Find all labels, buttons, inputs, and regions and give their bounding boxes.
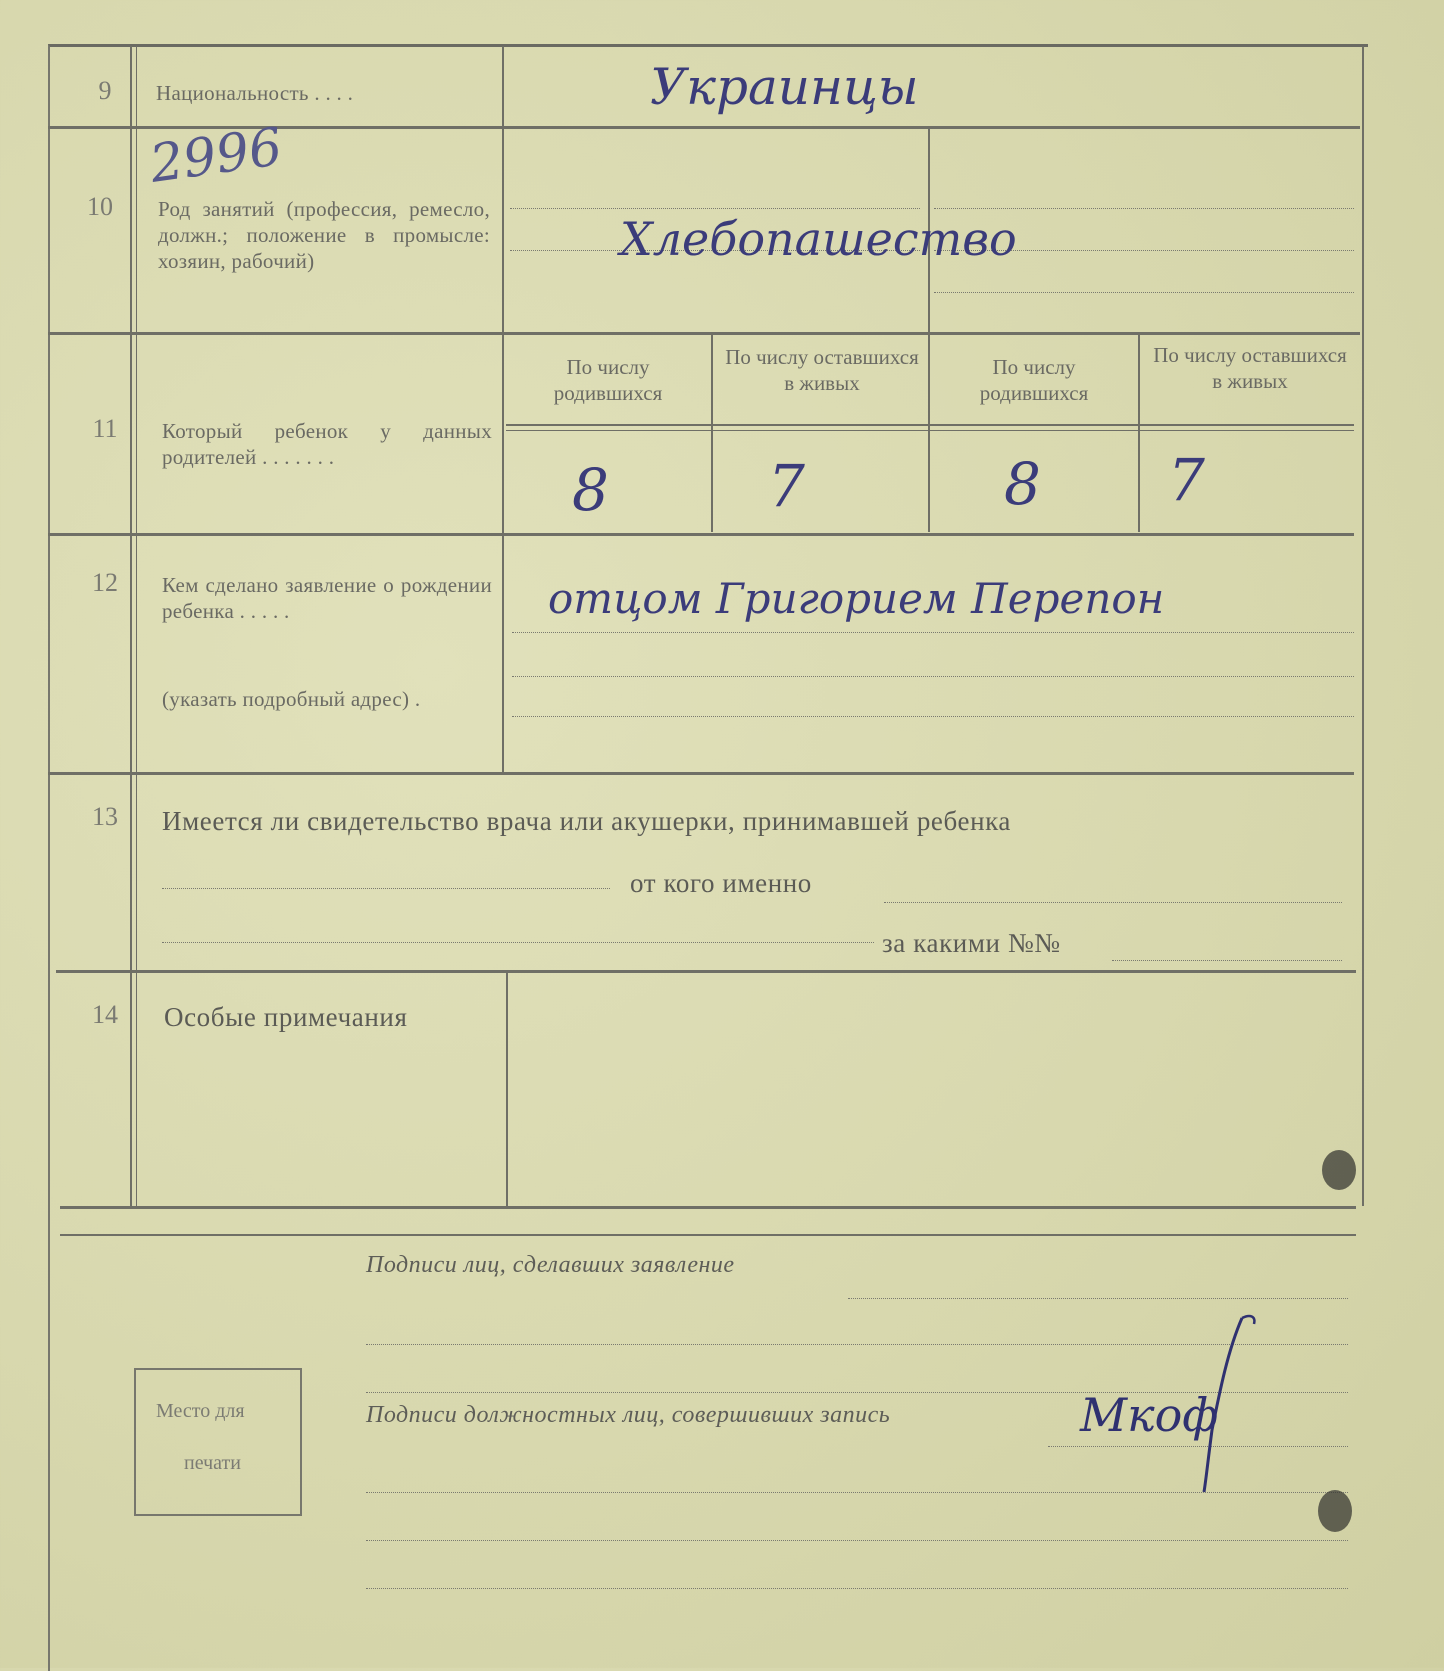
divider — [60, 1234, 1356, 1236]
dotted-line — [510, 208, 920, 209]
divider — [56, 970, 1356, 973]
dotted-line — [162, 942, 874, 943]
dotted-line — [884, 902, 1342, 903]
divider — [928, 128, 930, 532]
dotted-line — [1112, 960, 1342, 961]
divider — [136, 46, 137, 1206]
dotted-line — [162, 888, 610, 889]
official-signature: Мкоф — [1080, 1388, 1219, 1442]
divider — [502, 46, 504, 772]
stamp-label-2: печати — [184, 1452, 241, 1474]
declarant-label: Кем сделано заявление о рождении ребенка . . . . . — [162, 573, 492, 623]
address-label: (указать подробный адрес) . — [162, 687, 421, 711]
dotted-line — [848, 1298, 1348, 1299]
child-order-label: Который ребенок у данных родителей . . . . . . . — [162, 419, 492, 469]
row-number: 14 — [92, 1000, 118, 1029]
divider — [60, 1206, 1356, 1209]
born-count-value: 8 — [572, 456, 609, 524]
nationality-label: Национальность . . . . — [156, 81, 354, 105]
occupation-label: Род занятий (профессия, ремесло, должн.; положение в промысле: хозяин, рабочий) — [158, 197, 490, 273]
certificate-numbers-label: за какими №№ — [882, 928, 1061, 958]
officials-signature-label: Подписи должностных лиц, совершивших запись — [366, 1402, 891, 1428]
declarant-value: отцом Григорием Перепон — [548, 574, 1165, 623]
column-header: По числу оставшихся в живых — [1153, 343, 1347, 393]
divider — [506, 424, 1354, 426]
margin-note: 2996 — [146, 117, 286, 195]
alive-count-value: 7 — [768, 452, 805, 520]
dotted-line — [512, 632, 1354, 633]
signature-stroke — [1150, 1310, 1270, 1500]
dotted-line — [366, 1588, 1348, 1589]
column-header: По числу родившихся — [553, 355, 663, 405]
from-whom-label: от кого именно — [630, 868, 812, 898]
dotted-line — [934, 292, 1354, 293]
divider — [506, 430, 1354, 431]
row-number: 13 — [92, 802, 118, 831]
column-header: По числу оставшихся в живых — [725, 345, 919, 395]
column-header: По числу родившихся — [979, 355, 1089, 405]
dotted-line — [934, 208, 1354, 209]
dotted-line — [512, 716, 1354, 717]
divider — [506, 972, 508, 1206]
stamp-placeholder — [134, 1368, 302, 1516]
nationality-value: Украинцы — [650, 58, 919, 116]
divider — [48, 332, 1360, 335]
special-notes-label: Особые примечания — [164, 1002, 408, 1032]
row-number: 12 — [92, 568, 118, 597]
dotted-line — [366, 1540, 1348, 1541]
divider — [1362, 46, 1364, 1206]
binder-hole — [1322, 1150, 1356, 1190]
alive-count-value-2: 7 — [1168, 446, 1205, 514]
doctor-certificate-question: Имеется ли свидетельство врача или акушерки, принимавшей ребенка — [162, 806, 1012, 836]
divider — [130, 46, 132, 1206]
binder-hole — [1318, 1490, 1352, 1532]
divider — [48, 772, 1354, 775]
stamp-label-1: Место для — [156, 1400, 245, 1422]
born-count-value-2: 8 — [1004, 450, 1041, 518]
divider — [711, 334, 713, 532]
row-number: 10 — [87, 192, 113, 221]
row-number: 11 — [92, 414, 118, 443]
dotted-line — [512, 676, 1354, 677]
applicants-signature-label: Подписи лиц, сделавших заявление — [366, 1252, 735, 1278]
occupation-value: Хлебопашество — [620, 212, 1017, 266]
divider — [48, 533, 1354, 536]
divider — [1138, 334, 1140, 532]
row-number: 9 — [98, 76, 112, 105]
